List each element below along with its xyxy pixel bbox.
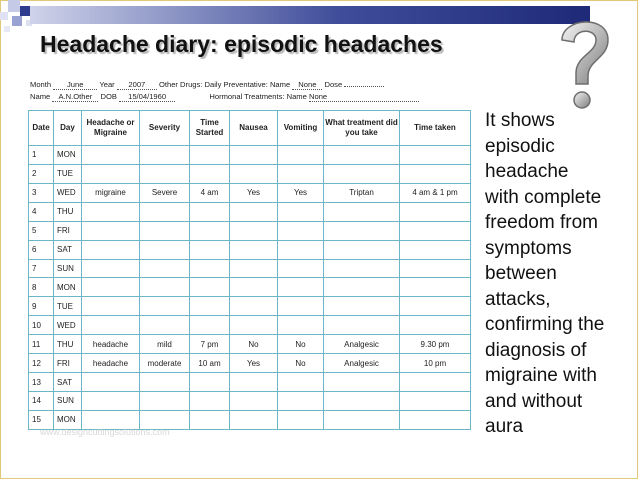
table-cell: No [278, 335, 324, 354]
table-cell [190, 164, 230, 183]
table-cell: Yes [230, 354, 278, 373]
table-cell: 4 am & 1 pm [400, 183, 471, 202]
table-cell [400, 259, 471, 278]
year-field: 2007 [117, 80, 157, 90]
table-cell: 11 [29, 335, 54, 354]
name-field: A.N.Other [52, 92, 98, 102]
dob-label: DOB [100, 92, 117, 101]
table-cell [278, 410, 324, 429]
table-cell: 9.30 pm [400, 335, 471, 354]
table-cell [278, 164, 324, 183]
table-cell [82, 391, 140, 410]
table-cell [82, 278, 140, 297]
col-date: Date [29, 111, 54, 146]
table-cell: FRI [54, 354, 82, 373]
table-cell [190, 146, 230, 165]
table-cell: MON [54, 410, 82, 429]
table-row [29, 373, 471, 392]
table-header-row [29, 111, 471, 146]
table-cell [400, 221, 471, 240]
table-cell: SUN [54, 259, 82, 278]
table-row [29, 202, 471, 221]
table-cell [400, 316, 471, 335]
table-cell [82, 259, 140, 278]
table-cell [324, 297, 400, 316]
table-cell [400, 202, 471, 221]
table-cell [190, 278, 230, 297]
table-cell [230, 391, 278, 410]
table-row [29, 278, 471, 297]
explanation-line: headache [485, 161, 569, 182]
table-cell: 8 [29, 278, 54, 297]
table-cell [278, 202, 324, 221]
table-cell [82, 221, 140, 240]
explanation-text [485, 108, 630, 440]
table-row [29, 316, 471, 335]
table-cell: TUE [54, 164, 82, 183]
table-cell [400, 410, 471, 429]
question-mark-icon [552, 10, 618, 115]
month-field: June [53, 80, 97, 90]
table-cell: 10 [29, 316, 54, 335]
other-drugs-label: Other Drugs: Daily Preventative: Name [158, 80, 291, 89]
table-cell: WED [54, 183, 82, 202]
table-cell [82, 297, 140, 316]
month-label: Month [30, 80, 52, 89]
table-row [29, 391, 471, 410]
explanation-line: It shows [485, 110, 555, 131]
table-cell: 7 [29, 259, 54, 278]
explanation-line: symptoms [485, 237, 572, 259]
table-cell [278, 373, 324, 392]
form-line-2 [30, 92, 419, 102]
table-cell: TUE [54, 297, 82, 316]
year-label: Year [99, 80, 115, 89]
table-cell [324, 164, 400, 183]
table-cell [324, 202, 400, 221]
table-cell [190, 410, 230, 429]
table-cell: 4 am [190, 183, 230, 202]
table-cell [278, 221, 324, 240]
table-cell [278, 259, 324, 278]
table-cell: No [230, 335, 278, 354]
table-cell: 12 [29, 354, 54, 373]
name-label: Name [30, 92, 51, 101]
table-cell: 10 am [190, 354, 230, 373]
table-cell: WED [54, 316, 82, 335]
table-cell: Yes [230, 183, 278, 202]
watermark-text: www.designcuttingsolutions.com [40, 427, 170, 437]
table-cell [140, 316, 190, 335]
table-cell: 10 pm [400, 354, 471, 373]
table-cell: 7 pm [190, 335, 230, 354]
col-time-taken: Time taken [400, 111, 471, 146]
table-cell [278, 278, 324, 297]
table-cell [230, 259, 278, 278]
table-cell: headache [82, 354, 140, 373]
table-cell [230, 410, 278, 429]
table-cell [230, 146, 278, 165]
table-cell: Yes [278, 183, 324, 202]
preventative-field: None [292, 80, 322, 90]
hormonal-field: None [309, 92, 419, 102]
col-day: Day [54, 111, 82, 146]
table-cell [278, 297, 324, 316]
table-cell: THU [54, 202, 82, 221]
table-cell [230, 240, 278, 259]
dob-field: 15/04/1960 [119, 92, 175, 102]
diary-form-header [30, 78, 470, 104]
table-cell [82, 202, 140, 221]
table-cell [324, 278, 400, 297]
table-cell [140, 373, 190, 392]
table-cell [190, 316, 230, 335]
table-cell [82, 240, 140, 259]
explanation-line: and without [485, 390, 583, 412]
table-cell [324, 410, 400, 429]
table-row [29, 164, 471, 183]
table-cell: MON [54, 146, 82, 165]
headache-diary-table [28, 110, 471, 430]
table-cell [400, 240, 471, 259]
table-cell: moderate [140, 354, 190, 373]
col-treatment: What treatment did you take [324, 111, 400, 146]
table-cell [190, 221, 230, 240]
table-cell [140, 297, 190, 316]
table-cell: migraine [82, 183, 140, 202]
table-cell [230, 164, 278, 183]
table-cell [324, 146, 400, 165]
table-cell [400, 297, 471, 316]
table-cell [278, 146, 324, 165]
table-cell [400, 373, 471, 392]
table-cell [190, 373, 230, 392]
header-bar [30, 6, 590, 24]
table-cell [190, 259, 230, 278]
explanation-line: episodic [485, 135, 555, 157]
table-cell [324, 316, 400, 335]
table-cell: SAT [54, 373, 82, 392]
table-cell: mild [140, 335, 190, 354]
table-cell [140, 278, 190, 297]
table-cell [190, 391, 230, 410]
table-cell [140, 146, 190, 165]
table-cell [400, 146, 471, 165]
table-cell [278, 391, 324, 410]
table-cell [82, 164, 140, 183]
table-cell [230, 202, 278, 221]
table-cell: FRI [54, 221, 82, 240]
table-row [29, 240, 471, 259]
table-cell: THU [54, 335, 82, 354]
table-cell: 3 [29, 183, 54, 202]
table-cell: 15 [29, 410, 54, 429]
table-cell [140, 240, 190, 259]
table-cell: 4 [29, 202, 54, 221]
table-cell [140, 202, 190, 221]
explanation-line: diagnosis of [485, 339, 587, 361]
table-row [29, 259, 471, 278]
table-cell [140, 221, 190, 240]
table-cell [230, 278, 278, 297]
table-cell: SAT [54, 240, 82, 259]
table-row [29, 146, 471, 165]
table-cell: 9 [29, 297, 54, 316]
explanation-line: freedom from [485, 212, 598, 233]
table-cell: 5 [29, 221, 54, 240]
table-cell: MON [54, 278, 82, 297]
table-cell [400, 278, 471, 297]
table-cell [82, 316, 140, 335]
table-cell [230, 297, 278, 316]
col-vomiting: Vomiting [278, 111, 324, 146]
table-cell [230, 373, 278, 392]
table-cell: 2 [29, 164, 54, 183]
table-cell: 1 [29, 146, 54, 165]
table-row [29, 335, 471, 354]
table-cell: 14 [29, 391, 54, 410]
table-cell [400, 164, 471, 183]
explanation-line: between [485, 263, 557, 284]
form-line-1 [30, 80, 384, 90]
col-headache-or-migraine: Headache or Migraine [82, 111, 140, 146]
dose-field [344, 86, 384, 87]
table-cell: SUN [54, 391, 82, 410]
table-cell [324, 373, 400, 392]
table-cell [278, 240, 324, 259]
table-cell: Triptan [324, 183, 400, 202]
table-cell: Severe [140, 183, 190, 202]
table-cell [140, 391, 190, 410]
explanation-line: confirming the [485, 314, 605, 335]
table-cell: Analgesic [324, 335, 400, 354]
explanation-line: aura [485, 416, 524, 437]
table-cell: No [278, 354, 324, 373]
table-cell [400, 391, 471, 410]
table-cell [230, 316, 278, 335]
table-cell [278, 316, 324, 335]
table-body [29, 146, 471, 430]
table-cell [324, 391, 400, 410]
table-cell [190, 240, 230, 259]
explanation-line: attacks, [485, 288, 551, 310]
dose-label: Dose [324, 80, 343, 89]
table-cell [190, 202, 230, 221]
table-cell [324, 240, 400, 259]
explanation-line: with complete [485, 186, 602, 208]
table-cell [190, 297, 230, 316]
col-severity: Severity [140, 111, 190, 146]
table-row [29, 221, 471, 240]
table-cell: Analgesic [324, 354, 400, 373]
table-cell: 13 [29, 373, 54, 392]
table-cell [82, 373, 140, 392]
explanation-line: migraine with [485, 365, 597, 386]
table-cell [140, 164, 190, 183]
table-row [29, 297, 471, 316]
table-row [29, 183, 471, 202]
table-cell [140, 259, 190, 278]
page-title: Headache diary: episodic headaches [40, 31, 443, 57]
col-nausea: Nausea [230, 111, 278, 146]
table-cell: 6 [29, 240, 54, 259]
table-cell [230, 221, 278, 240]
table-row [29, 354, 471, 373]
table-cell [324, 259, 400, 278]
table-cell [82, 146, 140, 165]
table-cell [324, 221, 400, 240]
col-time-started: Time Started [190, 111, 230, 146]
table-cell: headache [82, 335, 140, 354]
hormonal-label: Hormonal Treatments: Name [209, 92, 307, 101]
